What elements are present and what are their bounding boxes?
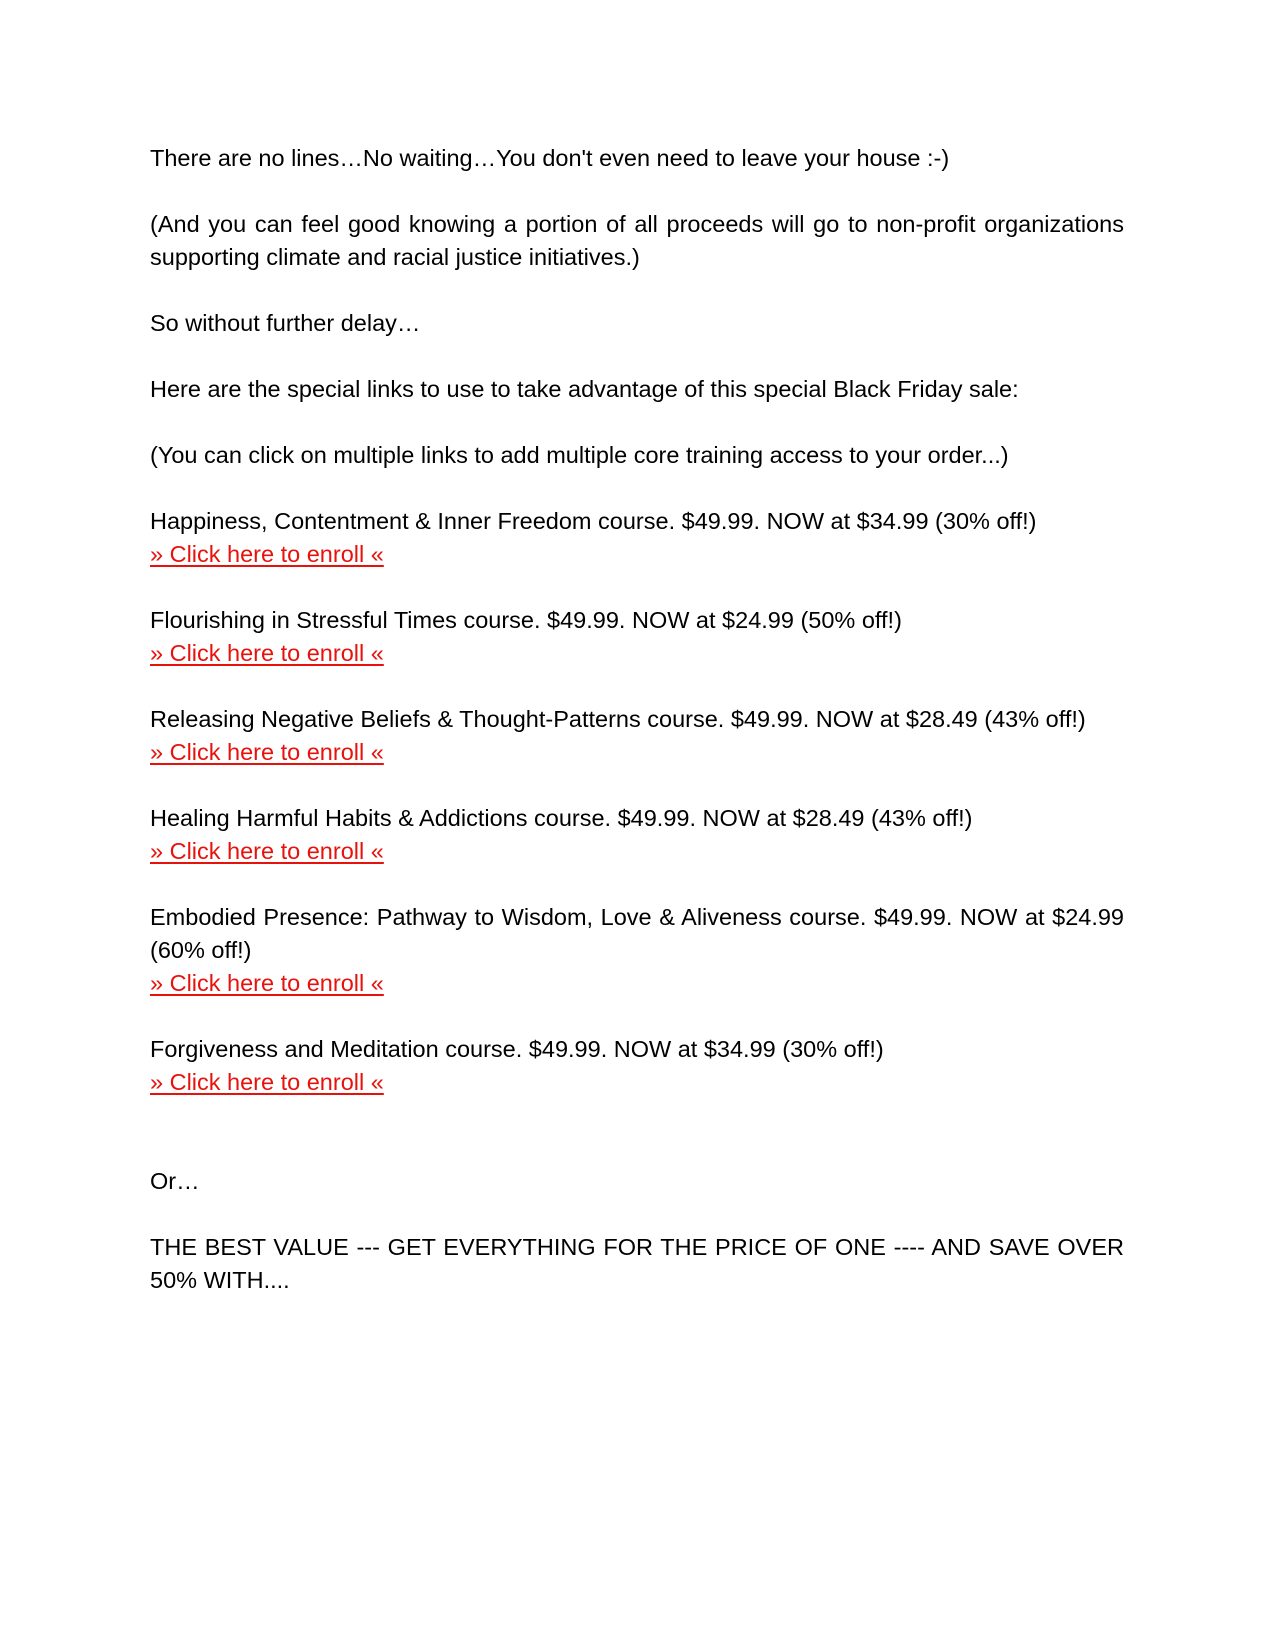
course-description: Happiness, Contentment & Inner Freedom course. $49.99. NOW at $34.99 (30% off!) — [150, 508, 1037, 534]
course-description: Releasing Negative Beliefs & Thought-Patterns course. $49.99. NOW at $28.49 (43% off!) — [150, 706, 1086, 732]
course-item-flourishing — [150, 604, 1124, 670]
enroll-link[interactable]: » Click here to enroll « — [150, 970, 384, 996]
course-item-forgiveness — [150, 1033, 1124, 1099]
intro-proceeds-note: (And you can feel good knowing a portion of all proceeds will go to non-profit organizations supporting climate and racial justice initiatives.) — [150, 211, 1124, 270]
enroll-link[interactable]: » Click here to enroll « — [150, 1069, 384, 1095]
course-item-embodied-presence — [150, 901, 1124, 1000]
course-description: Flourishing in Stressful Times course. $49.99. NOW at $24.99 (50% off!) — [150, 607, 902, 633]
intro-multiple-links: (You can click on multiple links to add multiple core training access to your order...) — [150, 442, 1009, 468]
intro-no-lines: There are no lines…No waiting…You don't even need to leave your house :-) — [150, 145, 950, 171]
enroll-link[interactable]: » Click here to enroll « — [150, 838, 384, 864]
intro-without-delay: So without further delay… — [150, 310, 421, 336]
enroll-link[interactable]: » Click here to enroll « — [150, 640, 384, 666]
or-text: Or… — [150, 1168, 200, 1194]
enroll-link[interactable]: » Click here to enroll « — [150, 541, 384, 567]
course-item-happiness — [150, 505, 1124, 571]
course-description: Healing Harmful Habits & Addictions course. $49.99. NOW at $28.49 (43% off!) — [150, 805, 973, 831]
document-page — [150, 142, 1124, 1330]
enroll-link[interactable]: » Click here to enroll « — [150, 739, 384, 765]
course-item-healing-habits — [150, 802, 1124, 868]
intro-special-links: Here are the special links to use to take advantage of this special Black Friday sale: — [150, 376, 1019, 402]
course-description: Forgiveness and Meditation course. $49.99. NOW at $34.99 (30% off!) — [150, 1036, 884, 1062]
course-description: Embodied Presence: Pathway to Wisdom, Love & Aliveness course. $49.99. NOW at $24.99 (60% off!) — [150, 904, 1124, 963]
best-value-text: THE BEST VALUE --- GET EVERYTHING FOR THE PRICE OF ONE ---- AND SAVE OVER 50% WITH.... — [150, 1234, 1124, 1293]
course-item-releasing-beliefs — [150, 703, 1124, 769]
